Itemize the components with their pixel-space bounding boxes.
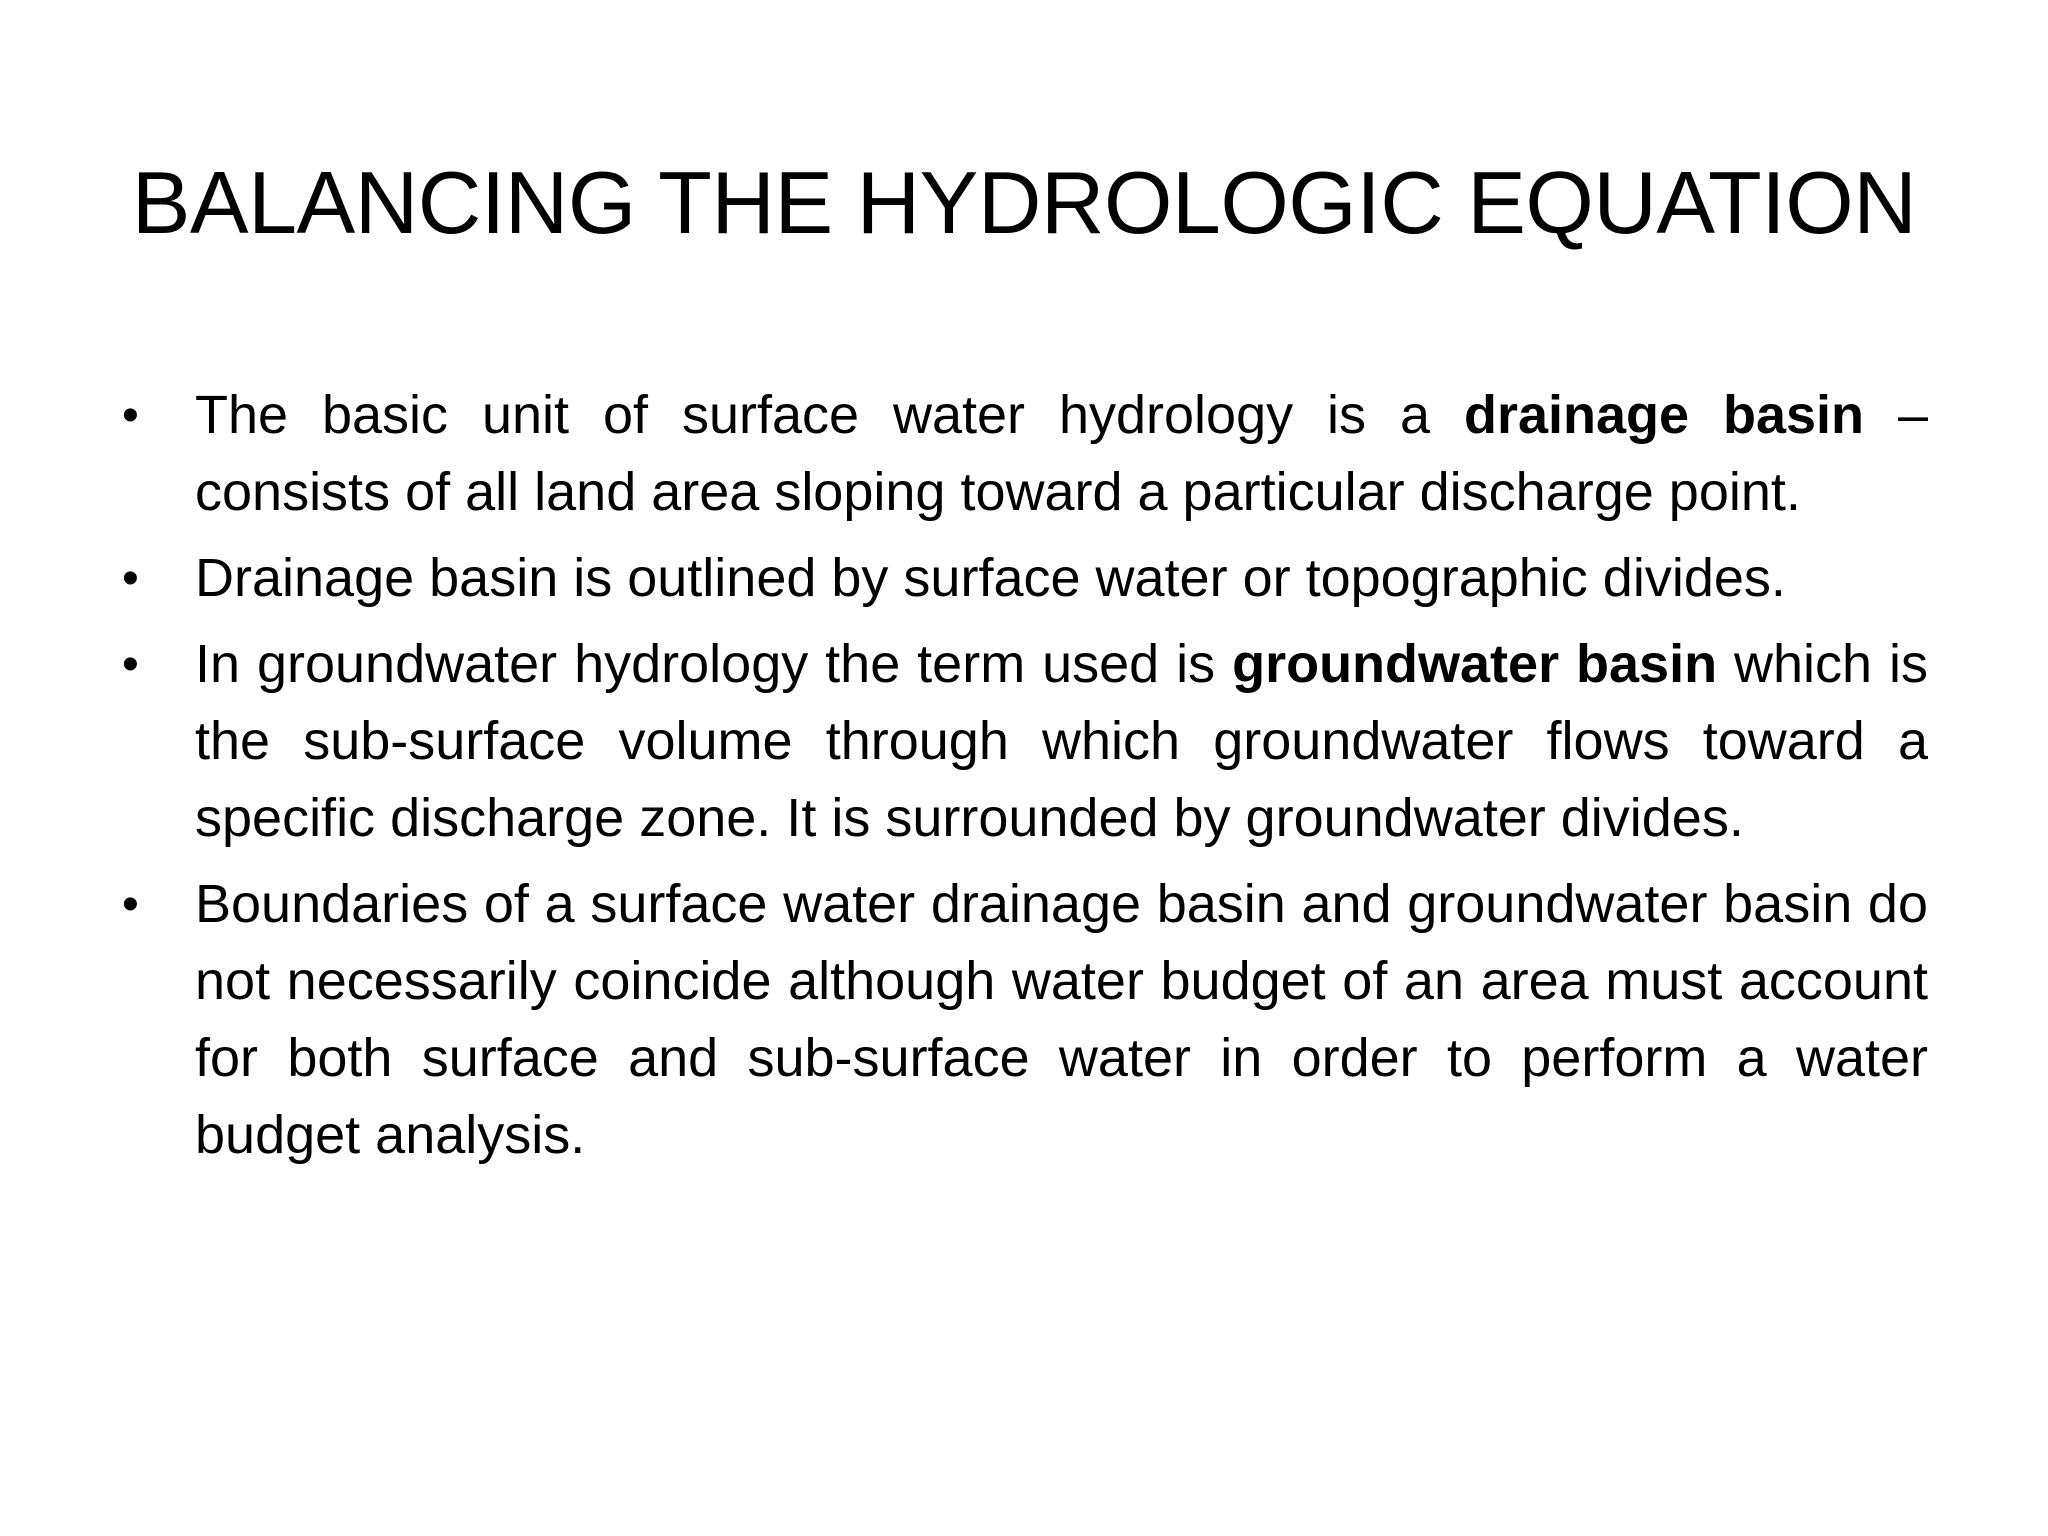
bullet-list <box>122 377 1928 1183</box>
bullet-text: which is the sub-surface volume through which groundwater flows toward a specific discharge zone. It is surrounded by groundwater divides. <box>195 634 1928 848</box>
bullet-item <box>122 540 1928 617</box>
slide-title: BALANCING THE HYDROLOGIC EQUATION <box>131 153 1917 252</box>
bullet-text: In groundwater hydrology the term used is <box>195 634 1233 694</box>
bullet-text: The basic unit of surface water hydrology is a <box>195 385 1464 445</box>
bullet-item <box>122 377 1928 531</box>
bold-term: groundwater basin <box>1232 634 1718 694</box>
bullet-item <box>122 626 1928 857</box>
bold-term: drainage basin <box>1463 385 1864 445</box>
bullet-item <box>122 866 1928 1174</box>
bullet-text: Drainage basin is outlined by surface water or topographic divides. <box>195 548 1786 608</box>
bullet-text: – consists of all land area sloping toward a particular discharge point. <box>195 385 1928 522</box>
bullet-text: Boundaries of a surface water drainage basin and groundwater basin do not necessarily coincide although water budget of an area must account for both surface and sub-surface water in order to perform a water budget analysis. <box>195 874 1928 1165</box>
